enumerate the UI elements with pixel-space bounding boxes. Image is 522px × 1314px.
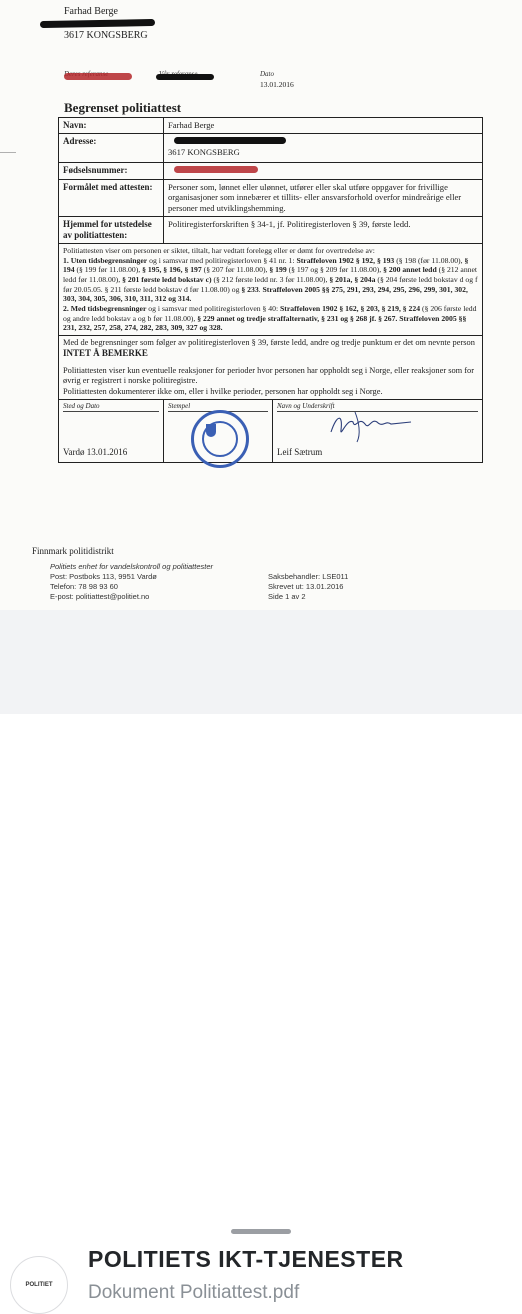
- hjemmel-value: Politiregisterforskriften § 34-1, jf. Politiregisterloven § 39, første ledd.: [164, 216, 483, 244]
- reference-row: [64, 70, 484, 100]
- formaal-label: Formålet med attesten:: [59, 179, 164, 216]
- fodselsnummer-cell: [164, 163, 483, 179]
- stempel-cell: [164, 400, 273, 463]
- row-hjemmel: [59, 216, 483, 244]
- postal-address: Post: Postboks 113, 9951 Vardø: [50, 572, 157, 582]
- note-2: Politiattesten dokumenterer ikke om, eller i hvilke perioder, personen har oppholdt seg i Norge.: [63, 386, 383, 396]
- limits-text: Med de begrensninger som følger av politiregisterloven § 39, første ledd, andre og tredje punktum er det om nevnte person: [63, 337, 475, 347]
- row-navn: [59, 118, 483, 134]
- dato-label: Dato: [260, 70, 274, 78]
- redacted-reference: [156, 74, 214, 80]
- sender-title: POLITIETS IKT-TJENESTER: [88, 1246, 404, 1272]
- row-result: [59, 335, 483, 399]
- dato-value: 13.01.2016: [260, 80, 294, 89]
- underskrift-label: Navn og Underskrift: [277, 402, 478, 412]
- recipient-name: Farhad Berge: [64, 6, 118, 17]
- document-footer: [32, 546, 486, 603]
- page-number: Side 1 av 2: [268, 592, 306, 602]
- note-1: Politiattesten viser kun eventuelle reaksjoner for perioder hvor personen har oppholdt seg i Norge, eller reaksjoner som for øvrig er registrert i norske politiregistre.: [63, 365, 475, 386]
- adresse-label: Adresse:: [59, 134, 164, 163]
- intet-a-bemerke: INTET Å BEMERKE: [63, 348, 148, 359]
- police-stamp-icon: [191, 410, 249, 468]
- adresse-value: 3617 KONGSBERG: [168, 147, 240, 158]
- underskrift-value: Leif Sætrum: [277, 446, 323, 457]
- phone-number: Telefon: 78 98 93 60: [50, 582, 118, 592]
- redacted-street: [174, 137, 286, 144]
- drag-handle[interactable]: [231, 1229, 291, 1234]
- document-title: Begrenset politiattest: [64, 100, 182, 115]
- row-signature: [59, 400, 483, 463]
- navn-value: Farhad Berge: [164, 118, 483, 134]
- document-preview: [0, 0, 522, 610]
- logo-text: POLITIET: [25, 1282, 53, 1288]
- fodselsnummer-label: Fødselsnummer:: [59, 163, 164, 179]
- email-address: E-post: politiattest@politiet.no: [50, 592, 150, 602]
- row-adresse: [59, 134, 483, 163]
- unit-name: Politiets enhet for vandelskontroll og politiattester: [50, 562, 214, 571]
- sted-cell: [59, 400, 164, 463]
- skrevet-ut: Skrevet ut: 13.01.2016: [268, 582, 344, 592]
- offences-paragraph-2: 2. Med tidsbegrensninger og i samsvar med politiregisterloven § 40: Straffeloven 1902 § 162, § 203, § 219, § 224 (§ 206 første ledd og andre ledd bokstav a og b før 11.08.00), § 229 annet og tredje straffalternativ, § 231 og § 268 jf. § 267. Straffeloven 2005 §§ 231, 232, 257, 258, 274, 282, 283, 309, 327 og 328.: [63, 303, 477, 333]
- result-cell: [59, 335, 483, 399]
- hjemmel-label: Hjemmel for utstedelse av politiattesten:: [59, 216, 164, 244]
- politiet-logo-icon: [10, 1256, 68, 1314]
- attest-table: [58, 117, 483, 463]
- district-name: Finnmark politidistrikt: [32, 546, 114, 556]
- recipient-city: 3617 KONGSBERG: [64, 30, 148, 41]
- document-filename: Dokument Politiattest.pdf: [88, 1282, 300, 1303]
- redacted-id-number: [174, 166, 258, 173]
- adresse-cell: [164, 134, 483, 163]
- row-formaal: [59, 179, 483, 216]
- redacted-address-line: [40, 19, 155, 28]
- stempel-label: Stempel: [168, 402, 268, 412]
- offences-paragraph-1: 1. Uten tidsbegrensninger og i samsvar med politiregisterloven § 41 nr. 1: Straffeloven 1902 § 192, § 193 (§ 198 (før 11.08.00), § 194 (§ 199 før 11.08.00), § 195, § 196, § 197 (§ 207 før 11.08.00), § 199 (§ 197 og § 209 før 11.08.00), § 200 annet ledd (§ 212 annet ledd før 11.08.00), § 201 første ledd bokstav c) (§ 212 første ledd nr. 3 før 11.08.00), § 201a, § 204a (§ 204 første ledd bokstav d og f før 20.05.05. § 211 første ledd bokstav d før 11.08.00) og § 233. Straffeloven 2005 §§ 275, 291, 293, 294, 295, 296, 299, 301, 302, 303, 304, 305, 306, 310, 311, 312 og 314.: [63, 255, 478, 304]
- navn-label: Navn:: [59, 118, 164, 134]
- saksbehandler: Saksbehandler: LSE011: [268, 572, 349, 582]
- offences-cell: [59, 244, 483, 336]
- edge-divider: [0, 152, 16, 153]
- share-sheet-bar[interactable]: [0, 610, 522, 1303]
- sted-value: Vardø 13.01.2016: [63, 446, 128, 457]
- handwritten-signature-icon: [325, 408, 415, 448]
- navn-underskrift-cell: [273, 400, 483, 463]
- sted-label: Sted og Dato: [63, 402, 159, 412]
- formaal-value: Personer som, lønnet eller ulønnet, utfører eller skal utføre oppgaver for frivillige organisasjoner som innebærer et tillits- eller ansvarsforhold overfor mindreårige eller personer med utviklingshemming.: [164, 179, 483, 216]
- offences-intro: Politiattesten viser om personen er siktet, tiltalt, har vedtatt forelegg eller er dømt for overtredelse av:: [63, 246, 375, 256]
- row-offences: [59, 244, 483, 336]
- redacted-reference: [64, 73, 132, 80]
- row-fodselsnummer: [59, 163, 483, 179]
